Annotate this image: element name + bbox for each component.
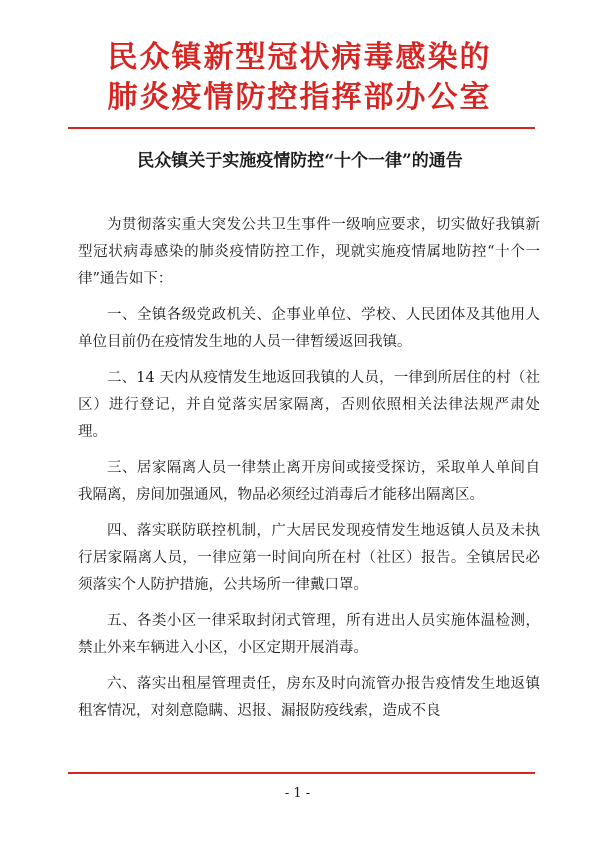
footer-divider <box>68 772 535 774</box>
issuing-authority-header <box>62 38 537 118</box>
header-line-1: 民众镇新型冠状病毒感染的 <box>107 40 492 75</box>
document-body <box>78 212 540 734</box>
paragraph-item-3: 三、居家隔离人员一律禁止离开房间或接受探访，采取单人单间自我隔离，房间加强通风，物品必须经过消毒后才能移出隔离区。 <box>78 460 540 503</box>
paragraph-item-1: 一、全镇各级党政机关、企事业单位、学校、人民团体及其他用人单位目前仍在疫情发生地的人员一律暂缓返回我镇。 <box>78 307 540 350</box>
paragraph-intro: 为贯彻落实重大突发公共卫生事件一级响应要求，切实做好我镇新型冠状病毒感染的肺炎疫情防控工作，现就实施疫情属地防控“十个一律”通告如下： <box>78 217 540 287</box>
header-line-2: 肺炎疫情防控指挥部办公室 <box>107 80 492 115</box>
page-number: - 1 - <box>284 786 311 801</box>
paragraph-item-6: 六、落实出租屋管理责任，房东及时向流管办报告疫情发生地返镇租客情况，对刻意隐瞒、迟报、漏报防疫线索，造成不良 <box>78 676 540 719</box>
document-title: 民众镇关于实施疫情防控“十个一律”的通告 <box>137 151 463 171</box>
paragraph-item-4: 四、落实联防联控机制，广大居民发现疫情发生地返镇人员及未执行居家隔离人员，一律应第一时间向所在村（社区）报告。全镇居民必须落实个人防护措施，公共场所一律戴口罩。 <box>78 523 540 593</box>
header-divider <box>68 127 535 129</box>
paragraph-item-2: 二、14 天内从疫情发生地返回我镇的人员，一律到所居住的村（社区）进行登记，并自觉落实居家隔离，否则依照相关法律法规严肃处理。 <box>78 370 540 440</box>
paragraph-item-5: 五、各类小区一律采取封闭式管理，所有进出人员实施体温检测，禁止外来车辆进入小区，小区定期开展消毒。 <box>78 613 540 656</box>
